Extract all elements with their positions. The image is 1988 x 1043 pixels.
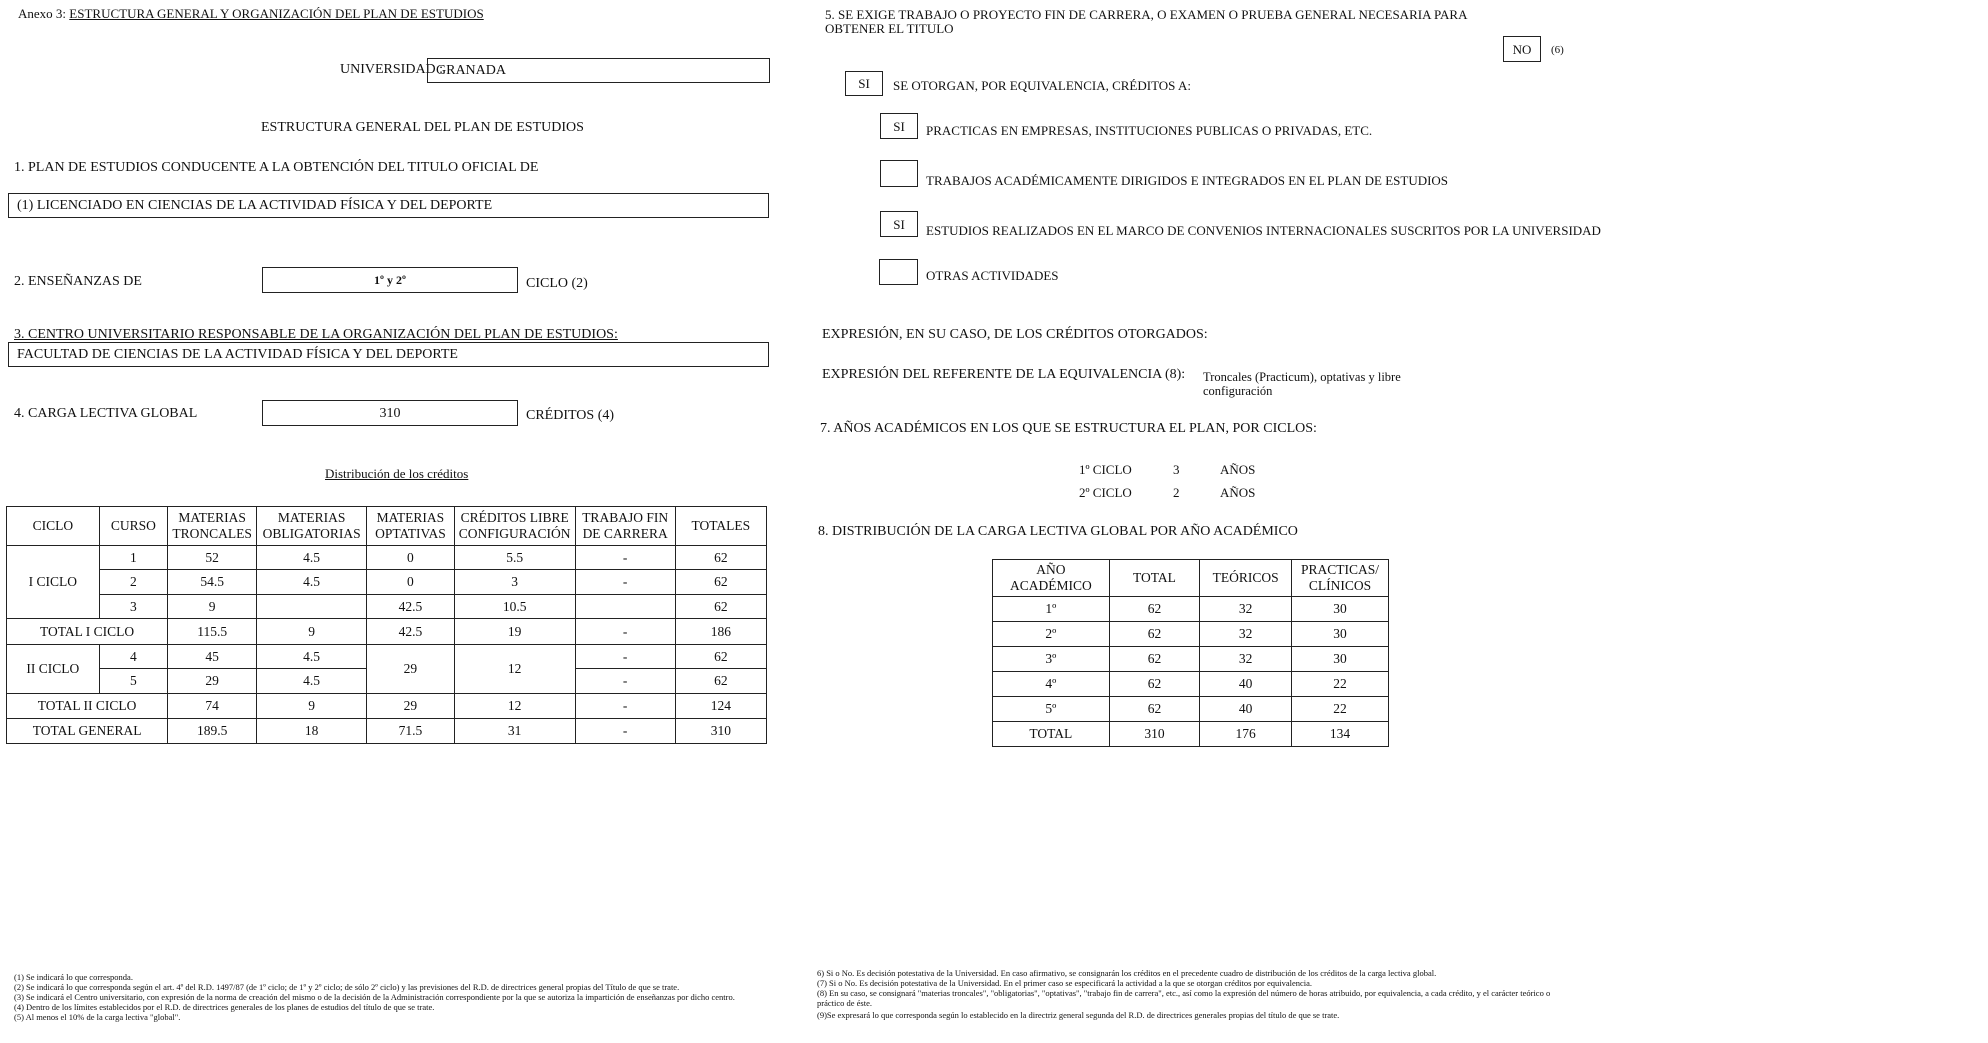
referente-line2: configuración: [1203, 384, 1273, 398]
table-cell: 4: [99, 645, 168, 669]
table-cell: 189.5: [168, 719, 257, 744]
equiv-answer-box: [845, 71, 883, 96]
table-cell: 40: [1200, 672, 1292, 697]
item5-line1: 5. SE EXIGE TRABAJO O PROYECTO FIN DE CARRERA, O EXAMEN O PRUEBA GENERAL NECESARIA PARA: [825, 7, 1468, 22]
table-cell: 42.5: [367, 619, 455, 645]
header-cell: PRACTICAS/ CLÍNICOS: [1292, 560, 1389, 597]
footnote: (4) Dentro de los límites establecidos por el R.D. de directrices generales de los planes de estudios del título de que se trate.: [14, 1002, 435, 1012]
table-row: [993, 697, 1389, 722]
table-cell: 31: [454, 719, 575, 744]
ciclo-row-1-years: 3: [1173, 462, 1180, 477]
total-label: TOTAL II CICLO: [7, 694, 168, 719]
table-cell: 30: [1292, 622, 1389, 647]
referente-line1: Troncales (Practicum), optativas y libre: [1203, 370, 1401, 384]
table-cell: 62: [675, 669, 766, 694]
table-row: [7, 595, 767, 619]
dist-title: Distribución de los créditos: [325, 466, 469, 481]
table-row: [993, 597, 1389, 622]
table-cell: 3: [454, 570, 575, 595]
table-row: [993, 647, 1389, 672]
table-cell: 62: [1109, 622, 1200, 647]
footnote: (3) Se indicará el Centro universitario, con expresión de la norma de creación del mismo o de la decisión de la Administración correspondiente por la que se autoriza la impartición de enseñanzas por dicho centro.: [14, 992, 735, 1002]
centro-field: [8, 342, 769, 367]
item7-label: 7. AÑOS ACADÉMICOS EN LOS QUE SE ESTRUCTURA EL PLAN, POR CICLOS:: [820, 421, 1317, 436]
header-cell: AÑO ACADÉMICO: [993, 560, 1110, 597]
item8-label: 8. DISTRIBUCIÓN DE LA CARGA LECTIVA GLOBAL POR AÑO ACADÉMICO: [818, 524, 1298, 539]
table-cell: 0: [367, 570, 455, 595]
table-cell: 29: [367, 694, 455, 719]
table-cell: 30: [1292, 647, 1389, 672]
equiv-label: SE OTORGAN, POR EQUIVALENCIA, CRÉDITOS A:: [893, 78, 1191, 93]
table-cell: 186: [675, 619, 766, 645]
option-box-trabajos: [880, 160, 918, 187]
annual-load-table: [992, 559, 1389, 747]
header-cell: CRÉDITOS LIBRE CONFIGURACIÓN: [454, 507, 575, 546]
footnote: (2) Se indicará lo que corresponda según el art. 4º del R.D. 1497/87 (de 1º ciclo; de 1º y 2º ciclo; de sólo 2º ciclo) y las previsiones del R.D. de directrices general propias del Título de que se trate.: [14, 982, 680, 992]
table-cell: 22: [1292, 672, 1389, 697]
option-box-otras: [879, 259, 918, 285]
table-cell: 52: [168, 546, 257, 570]
table-cell: 62: [1109, 597, 1200, 622]
table-cell: 12: [454, 694, 575, 719]
table-row-total: [993, 722, 1389, 747]
item4-label: 4. CARGA LECTIVA GLOBAL: [14, 406, 198, 421]
table-cell: 1: [99, 546, 168, 570]
table-cell: 310: [1109, 722, 1200, 747]
table-cell: [575, 595, 675, 619]
option-label-trabajos: TRABAJOS ACADÉMICAMENTE DIRIGIDOS E INTEGRADOS EN EL PLAN DE ESTUDIOS: [926, 173, 1449, 188]
table-cell: 124: [675, 694, 766, 719]
item4-suffix: CRÉDITOS (4): [526, 408, 615, 423]
referente-label: EXPRESIÓN DEL REFERENTE DE LA EQUIVALENCIA (8):: [822, 367, 1186, 382]
table-cell: 62: [675, 570, 766, 595]
table-cell: 45: [168, 645, 257, 669]
table-row: [7, 570, 767, 595]
table-cell: 0: [367, 546, 455, 570]
table-cell: 62: [1109, 647, 1200, 672]
table-cell: 3º: [993, 647, 1110, 672]
table-cell: 176: [1200, 722, 1292, 747]
ensenanzas-field: [262, 267, 518, 293]
table-cell: 4º: [993, 672, 1110, 697]
table-header-row: [993, 560, 1389, 597]
universidad-field: [427, 58, 770, 83]
header-cell: TEÓRICOS: [1200, 560, 1292, 597]
table-cell: 32: [1200, 622, 1292, 647]
table-cell: 62: [675, 546, 766, 570]
table-cell: 19: [454, 619, 575, 645]
table-cell: 32: [1200, 647, 1292, 672]
table-cell: 5: [99, 669, 168, 694]
option-value: SI: [893, 119, 905, 134]
ciclo-row-2-years: 2: [1173, 485, 1180, 500]
table-cell: 30: [1292, 597, 1389, 622]
header-cell: CURSO: [99, 507, 168, 546]
table-cell: -: [575, 619, 675, 645]
item1-label: 1. PLAN DE ESTUDIOS CONDUCENTE A LA OBTENCIÓN DEL TITULO OFICIAL DE: [14, 160, 539, 175]
annex-title: ESTRUCTURA GENERAL Y ORGANIZACIÓN DEL PLAN DE ESTUDIOS: [69, 6, 484, 21]
annex-prefix: Anexo 3:: [18, 6, 67, 21]
centro-value: FACULTAD DE CIENCIAS DE LA ACTIVIDAD FÍSICA Y DEL DEPORTE: [17, 347, 458, 362]
item5-note: (6): [1551, 44, 1564, 56]
table-cell: 40: [1200, 697, 1292, 722]
option-box-practicas: [880, 113, 918, 139]
item5-line2: OBTENER EL TITULO: [825, 21, 954, 36]
header-cell: MATERIAS TRONCALES: [168, 507, 257, 546]
footnote: 6) Si o No. Es decisión potestativa de la Universidad. En caso afirmativo, se consignarán los créditos en el precedente cuadro de distribución de los créditos de la carga lectiva global.: [817, 968, 1437, 978]
titulo-field: [8, 193, 769, 218]
expresion-label: EXPRESIÓN, EN SU CASO, DE LOS CRÉDITOS OTORGADOS:: [822, 327, 1208, 342]
ensenanzas-value: 1º y 2º: [374, 273, 406, 287]
total-label: TOTAL I CICLO: [7, 619, 168, 645]
table-cell: -: [575, 645, 675, 669]
equiv-value: SI: [858, 76, 870, 91]
footnote: (5) Al menos el 10% de la carga lectiva "global".: [14, 1012, 181, 1022]
header-cell: TRABAJO FIN DE CARRERA: [575, 507, 675, 546]
table-cell: 9: [257, 619, 367, 645]
table-cell: 134: [1292, 722, 1389, 747]
table-cell: 5º: [993, 697, 1110, 722]
table-cell: 5.5: [454, 546, 575, 570]
table-cell: -: [575, 719, 675, 744]
footnote: (9)Se expresará lo que corresponda según lo establecido en la directriz general segunda del R.D. de directrices generales propias del título de que se trate.: [817, 1010, 1340, 1020]
table-cell: 10.5: [454, 595, 575, 619]
table-cell: 22: [1292, 697, 1389, 722]
universidad-value: GRANADA: [436, 63, 506, 78]
footnote: práctico de éste.: [817, 998, 872, 1008]
table-cell: 29: [168, 669, 257, 694]
table-cell: 3: [99, 595, 168, 619]
ciclo-row-2-unit: AÑOS: [1220, 485, 1256, 500]
table-cell: [257, 595, 367, 619]
table-cell: -: [575, 669, 675, 694]
item3-label: 3. CENTRO UNIVERSITARIO RESPONSABLE DE LA ORGANIZACIÓN DEL PLAN DE ESTUDIOS:: [14, 327, 618, 342]
table-row-total: [7, 694, 767, 719]
table-cell: 4.5: [257, 570, 367, 595]
header-cell: TOTAL: [1109, 560, 1200, 597]
item5-answer-box: [1503, 36, 1541, 62]
ciclo-cell: I CICLO: [7, 546, 100, 619]
table-cell: -: [575, 546, 675, 570]
table-cell: -: [575, 694, 675, 719]
table-cell: 12: [454, 645, 575, 694]
titulo-value: (1) LICENCIADO EN CIENCIAS DE LA ACTIVIDAD FÍSICA Y DEL DEPORTE: [17, 198, 493, 213]
table-cell: 62: [1109, 697, 1200, 722]
table-cell: 18: [257, 719, 367, 744]
table-cell: 310: [675, 719, 766, 744]
table-cell: TOTAL: [993, 722, 1110, 747]
option-value: SI: [893, 217, 905, 232]
table-cell: 62: [675, 595, 766, 619]
ciclo-row-1-unit: AÑOS: [1220, 462, 1256, 477]
table-cell: 1º: [993, 597, 1110, 622]
item5-label: [825, 8, 1467, 36]
ciclo-row-1-name: 1º CICLO: [1079, 462, 1132, 477]
table-cell: 74: [168, 694, 257, 719]
table-cell: 42.5: [367, 595, 455, 619]
table-cell: 29: [367, 645, 455, 694]
table-row-total: [7, 719, 767, 744]
credit-distribution-table: [6, 506, 767, 744]
table-cell: 4.5: [257, 645, 367, 669]
table-cell: 2: [99, 570, 168, 595]
footnote: (1) Se indicará lo que corresponda.: [14, 972, 133, 982]
table-cell: 62: [675, 645, 766, 669]
ciclo-cell: II CICLO: [7, 645, 100, 694]
table-row: [7, 546, 767, 570]
header-cell: MATERIAS OBLIGATORIAS: [257, 507, 367, 546]
annex-heading: [18, 6, 484, 22]
section-title: ESTRUCTURA GENERAL DEL PLAN DE ESTUDIOS: [261, 120, 584, 135]
table-cell: 32: [1200, 597, 1292, 622]
option-label-estudios: ESTUDIOS REALIZADOS EN EL MARCO DE CONVENIOS INTERNACIONALES SUSCRITOS POR LA UNIVERSIDAD: [926, 223, 1601, 238]
footnote: (7) Si o No. Es decisión potestativa de la Universidad. En el primer caso se especificará la actividad a la que se otorgan créditos por equivalencia.: [817, 978, 1313, 988]
table-row: [993, 622, 1389, 647]
item2-label: 2. ENSEÑANZAS DE: [14, 274, 142, 289]
table-header-row: [7, 507, 767, 546]
carga-value: 310: [379, 406, 401, 421]
total-label: TOTAL GENERAL: [7, 719, 168, 744]
carga-field: [262, 400, 518, 426]
table-cell: 9: [257, 694, 367, 719]
option-label-practicas: PRACTICAS EN EMPRESAS, INSTITUCIONES PUBLICAS O PRIVADAS, ETC.: [926, 123, 1373, 138]
option-label-otras: OTRAS ACTIVIDADES: [926, 268, 1059, 283]
table-cell: 9: [168, 595, 257, 619]
header-cell: TOTALES: [675, 507, 766, 546]
table-row: [7, 645, 767, 669]
table-cell: 2º: [993, 622, 1110, 647]
referente-value: [1203, 370, 1401, 398]
footnote: (8) En su caso, se consignará "materias troncales", "obligatorias", "optativas", "trabajo fin de carrera", etc., así como la expresión del número de horas atribuido, por equivalencia, a cada crédito, y el carácter teórico o: [817, 988, 1551, 998]
item5-value: NO: [1512, 42, 1532, 57]
table-cell: 62: [1109, 672, 1200, 697]
table-cell: 54.5: [168, 570, 257, 595]
ciclo-row-2-name: 2º CICLO: [1079, 485, 1132, 500]
table-cell: 71.5: [367, 719, 455, 744]
table-row: [993, 672, 1389, 697]
table-cell: 115.5: [168, 619, 257, 645]
table-cell: 4.5: [257, 669, 367, 694]
option-box-estudios: [880, 211, 918, 237]
header-cell: CICLO: [7, 507, 100, 546]
table-cell: -: [575, 570, 675, 595]
table-row-total: [7, 619, 767, 645]
universidad-label: UNIVERSIDAD :: [340, 62, 444, 77]
table-cell: 4.5: [257, 546, 367, 570]
header-cell: MATERIAS OPTATIVAS: [367, 507, 455, 546]
item2-suffix: CICLO (2): [526, 276, 588, 291]
